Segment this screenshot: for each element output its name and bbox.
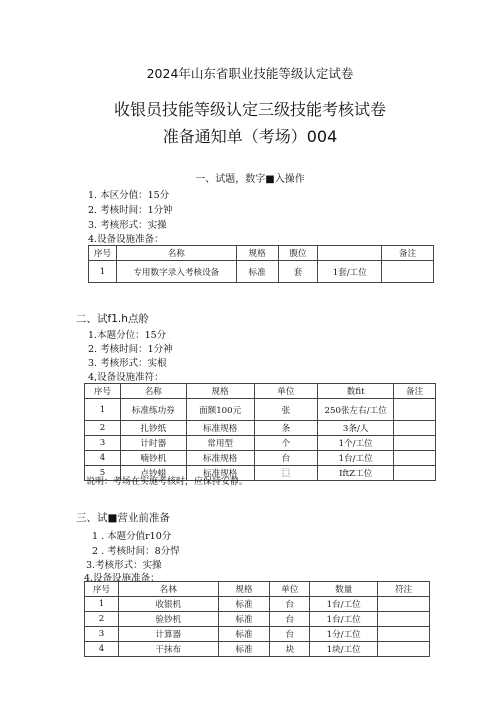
table-row: [85, 436, 436, 451]
table-cell: [394, 399, 436, 421]
main-title: 收银员技能等级认定三级技能考核试卷: [113, 100, 386, 119]
header-cell: 名称: [120, 384, 186, 399]
table-row: [85, 642, 430, 657]
table-cell: 块: [270, 642, 310, 657]
table-cell: 4: [85, 642, 119, 657]
table-cell: 喃钞机: [120, 451, 186, 466]
table-cell: 套: [278, 261, 318, 283]
table-cell: 1台/工位: [310, 612, 378, 627]
header-cell: 名林: [118, 582, 218, 597]
header-cell: 数量: [310, 582, 378, 597]
table-cell: [378, 642, 430, 657]
table-cell: [394, 466, 436, 481]
section1-line-4: 4.设备设施准备：: [88, 234, 164, 245]
table-cell: [382, 261, 434, 283]
header-cell: 规格: [218, 582, 270, 597]
table-cell: 1个/工位: [318, 436, 394, 451]
table-row: [85, 399, 436, 421]
header-cell: 腹位: [278, 246, 318, 261]
table-header-row: [85, 582, 430, 597]
table-cell: 1台/工位: [318, 451, 394, 466]
table-cell: 验钞机: [118, 612, 218, 627]
table-row: [85, 597, 430, 612]
table-cell: 台: [270, 612, 310, 627]
table-cell: 3: [85, 627, 119, 642]
table-cell: 2: [85, 421, 121, 436]
table-cell: 3: [85, 436, 121, 451]
section2-line-2: 2. 考核时间：1分神: [88, 344, 173, 355]
section3-heading: 三、试■营业前准备: [76, 512, 170, 524]
table-cell: [378, 612, 430, 627]
table-cell: 扎钞纸: [120, 421, 186, 436]
header-cell: 序号: [85, 582, 119, 597]
table-cell: [394, 421, 436, 436]
table-cell: 250张左右/工位: [318, 399, 394, 421]
table-cell: 标准: [218, 612, 270, 627]
table-cell: 张: [254, 399, 318, 421]
section1-equipment-table: [88, 245, 434, 283]
table-cell: [394, 451, 436, 466]
table-cell: 专用数字录入考核设备: [116, 261, 236, 283]
section1-line-1: 1. 本区分值：15分: [88, 190, 170, 201]
exam-title: 2024年山东省职业技能等级认定试卷: [146, 66, 354, 81]
table-header-row: [89, 246, 434, 261]
header-cell: 名称: [116, 246, 236, 261]
section1-line-2: 2. 考核时间：1分钟: [88, 205, 173, 216]
section3-line-3: 3.考核形式：实操: [86, 560, 162, 571]
header-cell: 规格: [236, 246, 278, 261]
table-cell: 点钞蜡: [120, 466, 186, 481]
section2-line-3: 3. 考核形式：实根: [88, 358, 167, 369]
table-row: [85, 421, 436, 436]
header-cell: 单位: [270, 582, 310, 597]
table-cell: 标准练功券: [120, 399, 186, 421]
section2-note: 说明：考场在实施考核时，应保持安静。: [86, 477, 249, 487]
table-cell: 标准: [218, 597, 270, 612]
table-cell: 4: [85, 451, 121, 466]
table-cell: 1: [85, 597, 119, 612]
table-cell: 标准规格: [186, 466, 254, 481]
table-cell: 标准规格: [186, 451, 254, 466]
table-cell: 1: [89, 261, 117, 283]
section3-line-1: 1 . 本题分值r10分: [92, 531, 172, 542]
table-cell: ⿴: [254, 466, 318, 481]
section3-equipment-table: [84, 581, 430, 657]
section3-line-4: 4.设备设施准备：: [84, 573, 160, 584]
table-cell: 标准: [218, 627, 270, 642]
header-cell: 规格: [186, 384, 254, 399]
table-cell: 条: [254, 421, 318, 436]
header-cell: [318, 246, 382, 261]
table-cell: 收银机: [118, 597, 218, 612]
table-cell: 台: [270, 627, 310, 642]
header-cell: 序号: [85, 384, 121, 399]
section2-heading: 二、试f1.h点舲: [76, 313, 149, 325]
table-cell: 1台/工位: [310, 597, 378, 612]
table-cell: 个: [254, 436, 318, 451]
table-cell: 常用型: [186, 436, 254, 451]
table-row: [85, 627, 430, 642]
table-cell: 3条/人: [318, 421, 394, 436]
table-cell: 台: [254, 451, 318, 466]
table-cell: 面额100元: [186, 399, 254, 421]
table-cell: 计时器: [120, 436, 186, 451]
header-cell: 单位: [254, 384, 318, 399]
table-cell: 1块/工位: [310, 642, 378, 657]
table-cell: 标准: [218, 642, 270, 657]
header-cell: 序号: [89, 246, 117, 261]
table-cell: 台: [270, 597, 310, 612]
table-cell: [394, 436, 436, 451]
table-cell: 标准规格: [186, 421, 254, 436]
sub-title: 准备通知单（考场）004: [162, 127, 338, 146]
table-cell: IftZ工位: [318, 466, 394, 481]
table-cell: 5: [85, 466, 121, 481]
section2-equipment-table: [84, 383, 436, 481]
section1-line-3: 3. 考核形式：实操: [88, 220, 167, 231]
header-cell: 备注: [382, 246, 434, 261]
table-header-row: [85, 384, 436, 399]
header-cell: 符注: [378, 582, 430, 597]
table-row: [89, 261, 434, 283]
table-row: [85, 451, 436, 466]
header-cell: 备注: [394, 384, 436, 399]
table-cell: 1: [85, 399, 121, 421]
table-cell: [378, 597, 430, 612]
table-cell: 干抹布: [118, 642, 218, 657]
section2-line-4: 4,设备设施准符：: [88, 372, 164, 383]
section1-heading: 一、试题，数字■入操作: [195, 174, 305, 185]
table-cell: 1套/工位: [318, 261, 382, 283]
table-cell: 1分/工位: [310, 627, 378, 642]
header-cell: 数fit: [318, 384, 394, 399]
table-cell: 计算器: [118, 627, 218, 642]
table-cell: 标准: [236, 261, 278, 283]
section3-line-2: 2 . 考核时间：8分悍: [92, 546, 180, 557]
table-cell: [378, 627, 430, 642]
table-row: [85, 612, 430, 627]
table-cell: 2: [85, 612, 119, 627]
section2-line-1: 1.本题分位：15分: [88, 330, 167, 341]
